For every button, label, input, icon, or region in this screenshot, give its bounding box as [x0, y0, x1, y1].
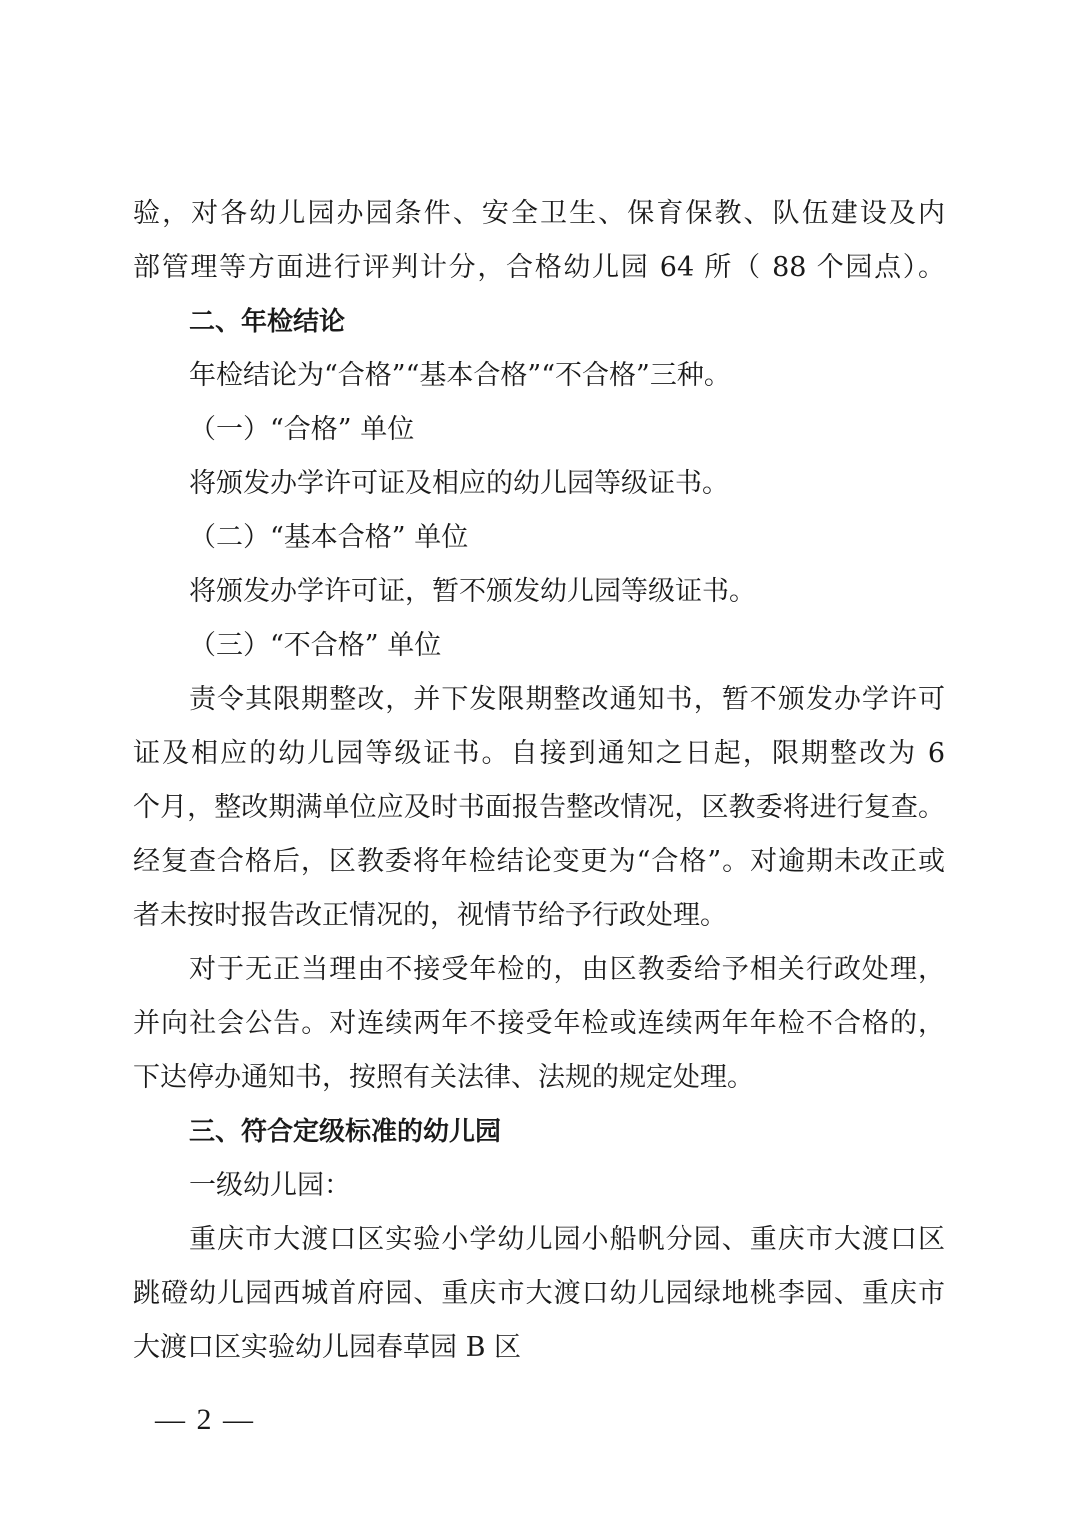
subsection-heading: （一）“合格” 单位 — [189, 414, 415, 445]
paragraph-line: 将颁发办学许可证，暂不颁发幼儿园等级证书。 — [189, 576, 756, 607]
paragraph-line: 将颁发办学许可证及相应的幼儿园等级证书。 — [189, 468, 729, 499]
paragraph-line: 部管理等方面进行评判计分，合格幼儿园 64 所（ 88 个园点）。 — [133, 252, 945, 283]
subsection-heading: （三）“不合格” 单位 — [189, 630, 442, 661]
page-number: — 2 — — [155, 1403, 255, 1436]
paragraph-line: 年检结论为“合格”“基本合格”“不合格”三种。 — [189, 360, 731, 391]
section-heading: 二、年检结论 — [189, 307, 346, 337]
subsection-heading: （二）“基本合格” 单位 — [189, 522, 469, 553]
paragraph-line: 个月，整改期满单位应及时书面报告整改情况，区教委将进行复查。 — [133, 792, 945, 823]
paragraph-line: 责令其限期整改，并下发限期整改通知书，暂不颁发办学许可 — [189, 684, 945, 715]
paragraph-line: 经复查合格后，区教委将年检结论变更为“合格”。对逾期未改正或 — [133, 846, 945, 877]
paragraph-line: 重庆市大渡口区实验小学幼儿园小船帆分园、重庆市大渡口区 — [189, 1224, 945, 1255]
paragraph-line: 下达停办通知书，按照有关法律、法规的规定处理。 — [133, 1062, 754, 1093]
paragraph-line: 者未按时报告改正情况的，视情节给予行政处理。 — [133, 900, 727, 931]
paragraph-line: 并向社会公告。对连续两年不接受年检或连续两年年检不合格的， — [133, 1008, 945, 1039]
paragraph-line: 对于无正当理由不接受年检的，由区教委给予相关行政处理， — [189, 954, 945, 985]
section-heading: 三、符合定级标准的幼儿园 — [189, 1117, 502, 1147]
subsection-heading: 一级幼儿园： — [189, 1170, 351, 1201]
paragraph-line: 大渡口区实验幼儿园春草园 B 区 — [133, 1332, 522, 1363]
paragraph-line: 跳磴幼儿园西城首府园、重庆市大渡口幼儿园绿地桃李园、重庆市 — [133, 1278, 945, 1309]
paragraph-line: 验，对各幼儿园办园条件、安全卫生、保育保教、队伍建设及内 — [133, 198, 945, 229]
paragraph-line: 证及相应的幼儿园等级证书。自接到通知之日起，限期整改为 6 — [133, 738, 945, 769]
